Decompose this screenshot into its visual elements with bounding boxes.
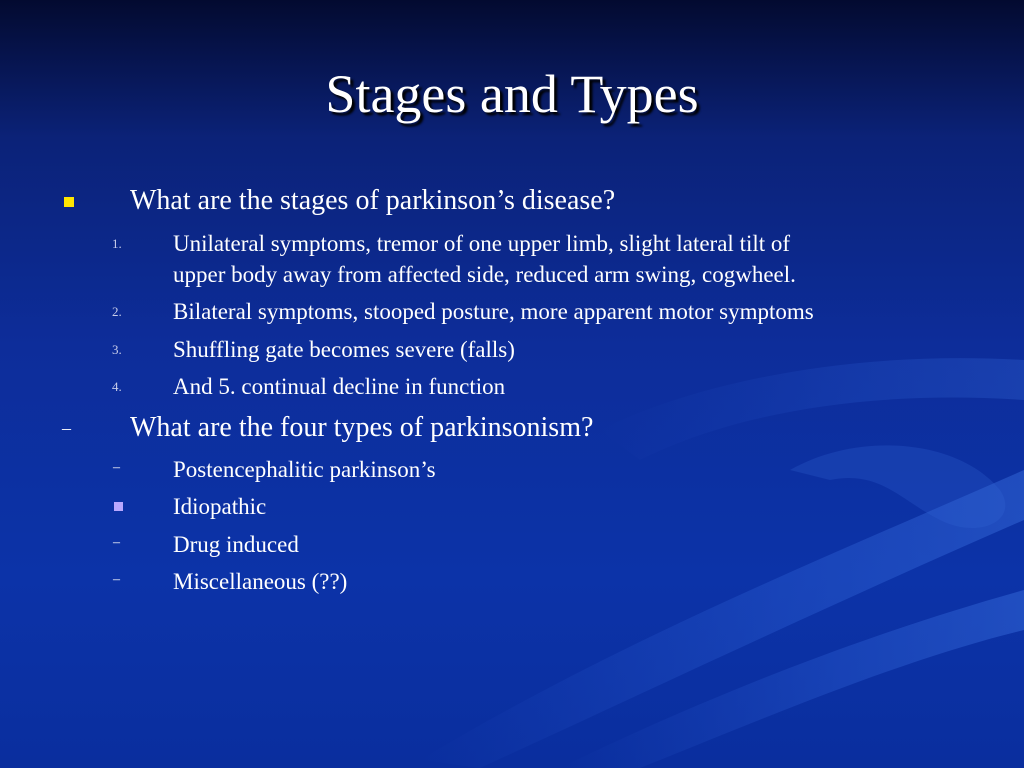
dash-marker: – (113, 572, 120, 587)
number-marker: 3. (112, 342, 122, 357)
numbered-item-text: Shuffling gate becomes severe (falls) (173, 337, 515, 362)
numbered-item-text: Bilateral symptoms, stooped posture, more apparent motor symptoms (173, 299, 814, 324)
numbered-item-text: And 5. continual decline in function (173, 374, 506, 399)
bullet-text: What are the stages of parkinson’s disease? (130, 185, 616, 216)
bullet-text: What are the four types of parkinsonism? (130, 412, 594, 443)
numbered-item-text-continuation: upper body away from affected side, reduced arm swing, cogwheel. (173, 262, 796, 287)
sub-item-text: Drug induced (173, 532, 299, 557)
lavender-square-bullet-icon (114, 502, 123, 511)
numbered-item-text: Unilateral symptoms, tremor of one upper limb, slight lateral tilt of (173, 231, 791, 256)
sub-item-text: Idiopathic (173, 494, 267, 519)
number-marker: 1. (112, 236, 122, 251)
number-marker: 2. (112, 304, 122, 319)
sub-item-text: Postencephalitic parkinson’s (173, 457, 436, 482)
sub-item-text: Miscellaneous (??) (173, 569, 348, 594)
dash-marker: – (113, 535, 120, 550)
dash-marker: – (62, 418, 71, 438)
slide-title: Stages and Types (325, 64, 699, 124)
number-marker: 4. (112, 379, 122, 394)
dash-marker: – (113, 460, 120, 475)
yellow-square-bullet-icon (64, 197, 74, 207)
